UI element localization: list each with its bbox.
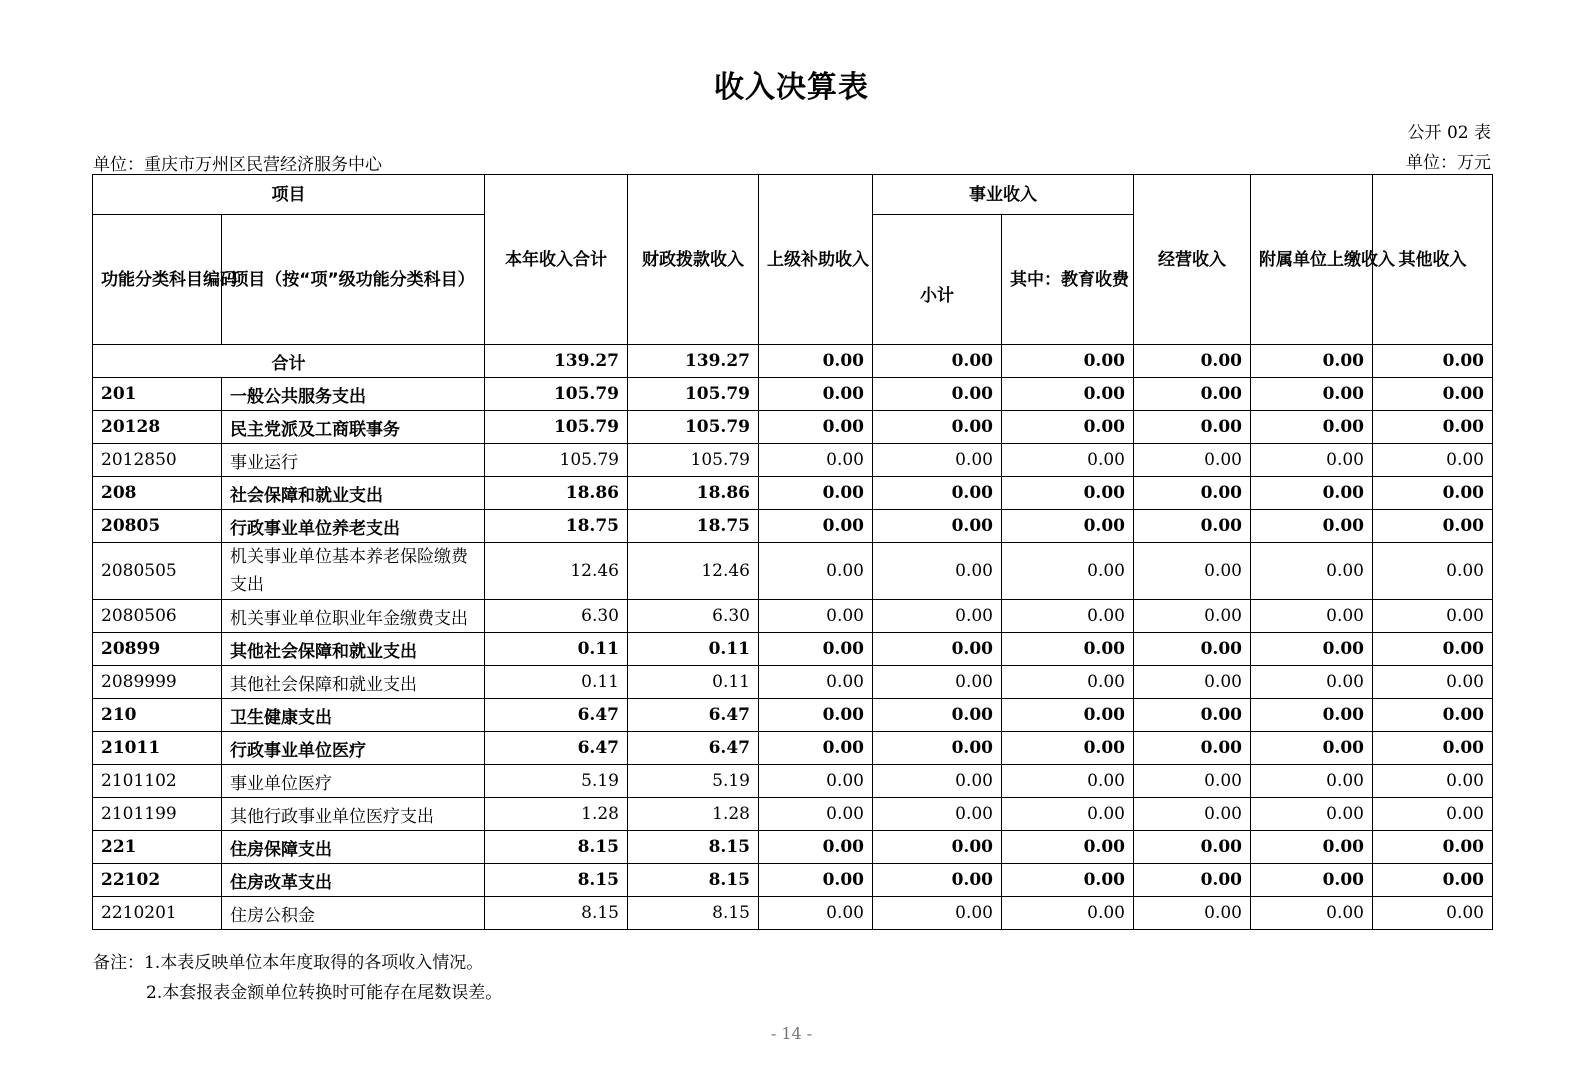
- table-row: [93, 831, 1493, 864]
- row-value: 0.00: [1251, 798, 1373, 831]
- header-business-group: 事业收入: [873, 175, 1134, 215]
- row-value: 0.00: [1251, 831, 1373, 864]
- row-value: 8.15: [485, 897, 628, 930]
- row-code: 20899: [93, 633, 222, 666]
- row-value: 105.79: [485, 444, 628, 477]
- row-value: 0.00: [1251, 444, 1373, 477]
- row-name: 卫生健康支出: [222, 699, 485, 732]
- total-value: 0.00: [1134, 345, 1251, 378]
- row-value: 12.46: [485, 543, 628, 600]
- row-value: 0.00: [759, 765, 873, 798]
- table-row: [93, 633, 1493, 666]
- row-code: 21011: [93, 732, 222, 765]
- header-superior-subsidy: 上级补助收入: [759, 175, 873, 345]
- row-value: 0.11: [485, 666, 628, 699]
- header-project-group: 项目: [93, 175, 485, 215]
- row-name: 机关事业单位基本养老保险缴费支出: [222, 543, 485, 600]
- row-value: 0.00: [1251, 411, 1373, 444]
- table-row: [93, 444, 1493, 477]
- row-value: 12.46: [628, 543, 759, 600]
- row-value: 0.00: [1002, 798, 1134, 831]
- row-value: 5.19: [485, 765, 628, 798]
- row-value: 0.00: [1134, 831, 1251, 864]
- row-value: 0.00: [1002, 864, 1134, 897]
- row-code: 2210201: [93, 897, 222, 930]
- row-value: 0.00: [1251, 699, 1373, 732]
- header-func-code: 功能分类科目编码: [93, 215, 222, 345]
- row-value: 0.00: [873, 444, 1002, 477]
- page-number: - 14 -: [770, 1024, 813, 1043]
- row-value: 0.00: [1134, 378, 1251, 411]
- row-value: 0.00: [1002, 765, 1134, 798]
- table-row: [93, 600, 1493, 633]
- table-row: [93, 543, 1493, 600]
- row-value: 0.00: [1134, 600, 1251, 633]
- row-value: 18.86: [485, 477, 628, 510]
- row-value: 0.00: [1002, 600, 1134, 633]
- row-name: 其他行政事业单位医疗支出: [222, 798, 485, 831]
- row-code: 201: [93, 378, 222, 411]
- table-row: [93, 765, 1493, 798]
- row-value: 105.79: [485, 378, 628, 411]
- total-label: 合计: [93, 345, 485, 378]
- header-project-name: 项目（按“项”级功能分类科目）: [222, 215, 485, 345]
- row-code: 20805: [93, 510, 222, 543]
- row-name: 住房改革支出: [222, 864, 485, 897]
- row-value: 0.00: [1134, 732, 1251, 765]
- row-value: 0.00: [1134, 543, 1251, 600]
- row-value: 0.00: [1373, 864, 1493, 897]
- row-value: 0.00: [759, 411, 873, 444]
- row-value: 0.00: [873, 831, 1002, 864]
- table-row: [93, 732, 1493, 765]
- row-value: 0.00: [1002, 510, 1134, 543]
- row-value: 0.00: [1134, 477, 1251, 510]
- row-value: 0.11: [628, 666, 759, 699]
- table-header: [93, 175, 1493, 345]
- row-value: 0.00: [1373, 831, 1493, 864]
- row-value: 0.00: [873, 765, 1002, 798]
- row-value: 105.79: [628, 378, 759, 411]
- row-name: 其他社会保障和就业支出: [222, 633, 485, 666]
- row-value: 0.00: [1373, 633, 1493, 666]
- page-title: 收入决算表: [714, 70, 869, 105]
- row-value: 0.00: [1373, 798, 1493, 831]
- row-value: 0.00: [1002, 411, 1134, 444]
- form-number: 公开 02 表: [1407, 123, 1491, 143]
- row-code: 2101199: [93, 798, 222, 831]
- row-value: 0.00: [759, 633, 873, 666]
- header-operating: 经营收入: [1134, 175, 1251, 345]
- row-value: 18.75: [485, 510, 628, 543]
- row-value: 6.47: [628, 699, 759, 732]
- total-row: [93, 345, 1493, 378]
- row-value: 0.00: [1373, 600, 1493, 633]
- row-value: 0.00: [1251, 765, 1373, 798]
- total-value: 0.00: [1251, 345, 1373, 378]
- row-value: 0.00: [873, 600, 1002, 633]
- header-education-fee: 其中：教育收费: [1002, 215, 1134, 345]
- row-value: 0.00: [1134, 444, 1251, 477]
- row-name: 机关事业单位职业年金缴费支出: [222, 600, 485, 633]
- table-row: [93, 477, 1493, 510]
- row-value: 0.00: [1373, 411, 1493, 444]
- row-value: 0.00: [759, 600, 873, 633]
- row-code: 2080506: [93, 600, 222, 633]
- row-name: 一般公共服务支出: [222, 378, 485, 411]
- row-code: 22102: [93, 864, 222, 897]
- row-code: 20128: [93, 411, 222, 444]
- header-other: 其他收入: [1373, 175, 1493, 345]
- row-value: 0.00: [1134, 897, 1251, 930]
- row-value: 0.00: [759, 798, 873, 831]
- row-name: 事业单位医疗: [222, 765, 485, 798]
- row-value: 0.00: [759, 699, 873, 732]
- row-value: 8.15: [628, 897, 759, 930]
- row-value: 0.00: [759, 444, 873, 477]
- row-value: 0.00: [1251, 510, 1373, 543]
- table-row: [93, 699, 1493, 732]
- row-value: 0.00: [1002, 633, 1134, 666]
- row-value: 0.00: [1373, 732, 1493, 765]
- row-name: 事业运行: [222, 444, 485, 477]
- row-value: 0.00: [873, 732, 1002, 765]
- row-value: 0.00: [1002, 897, 1134, 930]
- table-body: [93, 345, 1493, 930]
- total-value: 139.27: [485, 345, 628, 378]
- total-value: 139.27: [628, 345, 759, 378]
- row-code: 221: [93, 831, 222, 864]
- row-value: 0.00: [1373, 897, 1493, 930]
- total-value: 0.00: [1373, 345, 1493, 378]
- row-value: 105.79: [628, 444, 759, 477]
- row-value: 0.00: [1251, 543, 1373, 600]
- table-row: [93, 510, 1493, 543]
- row-code: 2080505: [93, 543, 222, 600]
- row-value: 6.30: [485, 600, 628, 633]
- row-code: 208: [93, 477, 222, 510]
- row-name: 民主党派及工商联事务: [222, 411, 485, 444]
- row-value: 0.00: [759, 666, 873, 699]
- row-value: 0.00: [759, 864, 873, 897]
- row-value: 0.00: [759, 831, 873, 864]
- row-value: 0.00: [1134, 411, 1251, 444]
- row-value: 0.00: [873, 411, 1002, 444]
- row-value: 0.00: [873, 666, 1002, 699]
- row-value: 0.00: [1002, 831, 1134, 864]
- row-name: 社会保障和就业支出: [222, 477, 485, 510]
- header-fiscal: 财政拨款收入: [628, 175, 759, 345]
- row-value: 0.00: [1002, 378, 1134, 411]
- note-line-1: 备注：1.本表反映单位本年度取得的各项收入情况。: [93, 953, 484, 973]
- row-code: 2089999: [93, 666, 222, 699]
- row-value: 0.00: [1373, 543, 1493, 600]
- row-value: 6.47: [485, 732, 628, 765]
- row-value: 6.47: [485, 699, 628, 732]
- reporting-unit: 单位：重庆市万州区民营经济服务中心: [93, 155, 382, 175]
- note-line-2: 2.本套报表金额单位转换时可能存在尾数误差。: [146, 983, 503, 1003]
- row-value: 0.00: [1373, 699, 1493, 732]
- row-value: 0.00: [759, 510, 873, 543]
- row-value: 8.15: [628, 831, 759, 864]
- row-value: 0.00: [1002, 699, 1134, 732]
- row-value: 18.86: [628, 477, 759, 510]
- row-value: 1.28: [628, 798, 759, 831]
- row-value: 0.00: [1251, 477, 1373, 510]
- currency-unit: 单位：万元: [1406, 153, 1491, 173]
- row-value: 0.00: [1251, 732, 1373, 765]
- row-value: 0.00: [1002, 732, 1134, 765]
- row-name: 住房保障支出: [222, 831, 485, 864]
- row-value: 0.00: [873, 477, 1002, 510]
- row-value: 0.00: [1373, 477, 1493, 510]
- row-value: 0.00: [759, 477, 873, 510]
- row-value: 0.00: [1002, 477, 1134, 510]
- row-value: 5.19: [628, 765, 759, 798]
- row-value: 0.00: [1134, 864, 1251, 897]
- table-row: [93, 411, 1493, 444]
- row-value: 0.00: [1373, 378, 1493, 411]
- row-name: 行政事业单位养老支出: [222, 510, 485, 543]
- row-value: 0.00: [1002, 444, 1134, 477]
- row-value: 0.00: [873, 510, 1002, 543]
- row-code: 2101102: [93, 765, 222, 798]
- row-value: 0.00: [873, 699, 1002, 732]
- row-name: 住房公积金: [222, 897, 485, 930]
- row-value: 0.00: [873, 864, 1002, 897]
- total-value: 0.00: [1002, 345, 1134, 378]
- row-value: 8.15: [485, 831, 628, 864]
- table-row: [93, 666, 1493, 699]
- row-code: 210: [93, 699, 222, 732]
- row-value: 0.00: [1251, 600, 1373, 633]
- row-value: 0.00: [1251, 378, 1373, 411]
- row-value: 0.00: [873, 897, 1002, 930]
- row-value: 0.00: [759, 897, 873, 930]
- total-value: 0.00: [759, 345, 873, 378]
- total-value: 0.00: [873, 345, 1002, 378]
- row-value: 0.00: [1134, 510, 1251, 543]
- row-value: 0.00: [1251, 897, 1373, 930]
- row-value: 0.00: [873, 378, 1002, 411]
- row-value: 0.00: [1251, 666, 1373, 699]
- row-value: 8.15: [485, 864, 628, 897]
- row-name: 其他社会保障和就业支出: [222, 666, 485, 699]
- row-value: 0.00: [873, 633, 1002, 666]
- header-total-income: 本年收入合计: [485, 175, 628, 345]
- row-value: 0.00: [1251, 633, 1373, 666]
- row-value: 0.00: [873, 543, 1002, 600]
- row-code: 2012850: [93, 444, 222, 477]
- row-value: 0.00: [1134, 633, 1251, 666]
- row-value: 0.00: [1002, 543, 1134, 600]
- row-value: 6.30: [628, 600, 759, 633]
- row-value: 0.00: [759, 378, 873, 411]
- row-value: 0.00: [1134, 765, 1251, 798]
- table-row: [93, 897, 1493, 930]
- header-affiliated: 附属单位上缴收入: [1251, 175, 1373, 345]
- row-value: 0.00: [1251, 864, 1373, 897]
- row-value: 0.00: [1373, 666, 1493, 699]
- row-value: 0.00: [873, 798, 1002, 831]
- header-subtotal: 小计: [873, 215, 1002, 345]
- row-value: 0.00: [1002, 666, 1134, 699]
- row-name: 行政事业单位医疗: [222, 732, 485, 765]
- table-row: [93, 378, 1493, 411]
- row-value: 0.00: [759, 543, 873, 600]
- row-value: 0.00: [1373, 510, 1493, 543]
- row-value: 6.47: [628, 732, 759, 765]
- income-table: [92, 174, 1493, 930]
- row-value: 0.00: [1373, 765, 1493, 798]
- row-value: 105.79: [485, 411, 628, 444]
- row-value: 0.11: [628, 633, 759, 666]
- row-value: 105.79: [628, 411, 759, 444]
- row-value: 0.00: [1134, 666, 1251, 699]
- row-value: 1.28: [485, 798, 628, 831]
- row-value: 0.00: [1134, 798, 1251, 831]
- table-row: [93, 798, 1493, 831]
- row-value: 0.11: [485, 633, 628, 666]
- row-value: 0.00: [759, 732, 873, 765]
- row-value: 0.00: [1373, 444, 1493, 477]
- row-value: 0.00: [1134, 699, 1251, 732]
- table-row: [93, 864, 1493, 897]
- row-value: 8.15: [628, 864, 759, 897]
- row-value: 18.75: [628, 510, 759, 543]
